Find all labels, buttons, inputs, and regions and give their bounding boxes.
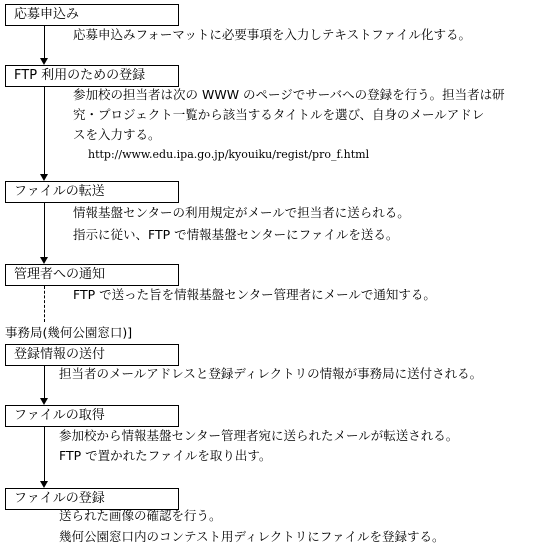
step-desc-admin-notice-line-1: FTP で送った旨を情報基盤センター管理者にメールで通知する。 — [73, 287, 436, 302]
connector-5-6 — [44, 366, 45, 398]
connector-1-2 — [44, 26, 45, 58]
connector-2-3 — [44, 87, 45, 174]
step-desc-ftp-registration-line-1: 参加校の担当者は次の WWW のページでサーバへの登録を行う。担当者は研 — [73, 87, 505, 102]
arrow-5-6 — [40, 398, 48, 405]
dashed-connector-4-office — [44, 286, 45, 322]
connector-6-7 — [44, 427, 45, 481]
step-desc-file-registration-line-2: 幾何公園窓口内のコンテスト用ディレクトリにファイルを登録する。 — [59, 529, 445, 544]
step-desc-application-line-1: 応募申込みフォーマットに必要事項を入力しテキストファイル化する。 — [73, 27, 472, 42]
connector-3-4 — [44, 203, 45, 257]
registration-url: http://www.edu.ipa.go.jp/kyouiku/regist/pro_f.html — [88, 148, 370, 161]
step-box-ftp-registration: FTP 利用のための登録 — [5, 65, 179, 87]
arrow-3-4 — [40, 257, 48, 264]
step-box-admin-notice: 管理者への通知 — [5, 264, 179, 286]
step-desc-file-registration-line-1: 送られた画像の確認を行う。 — [59, 508, 222, 523]
office-label: 事務局(幾何公園窓口)] — [5, 325, 133, 340]
arrow-6-7 — [40, 481, 48, 488]
step-box-file-transfer: ファイルの転送 — [5, 181, 179, 203]
step-box-application: 応募申込み — [5, 4, 179, 26]
step-desc-file-retrieval-line-1: 参加校から情報基盤センター管理者宛に送られたメールが転送される。 — [59, 428, 459, 443]
step-desc-ftp-registration-line-2: 究・プロジェクト一覧から該当するタイトルを選び、自身のメールアドレ — [73, 107, 485, 122]
step-desc-file-retrieval-line-2: FTP で置かれたファイルを取り出す。 — [59, 448, 272, 463]
step-box-file-registration: ファイルの登録 — [5, 488, 179, 510]
step-desc-ftp-registration-line-3: スを入力する。 — [73, 127, 161, 142]
step-desc-file-transfer-line-1: 情報基盤センターの利用規定がメールで担当者に送られる。 — [73, 205, 410, 220]
step-desc-file-transfer-line-2: 指示に従い、FTP で情報基盤センターにファイルを送る。 — [73, 227, 399, 242]
arrow-1-2 — [40, 58, 48, 65]
step-box-file-retrieval: ファイルの取得 — [5, 405, 179, 427]
step-box-send-registration-info: 登録情報の送付 — [5, 344, 179, 366]
arrow-2-3 — [40, 174, 48, 181]
step-desc-send-registration-info-line-1: 担当者のメールアドレスと登録ディレクトリの情報が事務局に送付される。 — [59, 366, 483, 381]
